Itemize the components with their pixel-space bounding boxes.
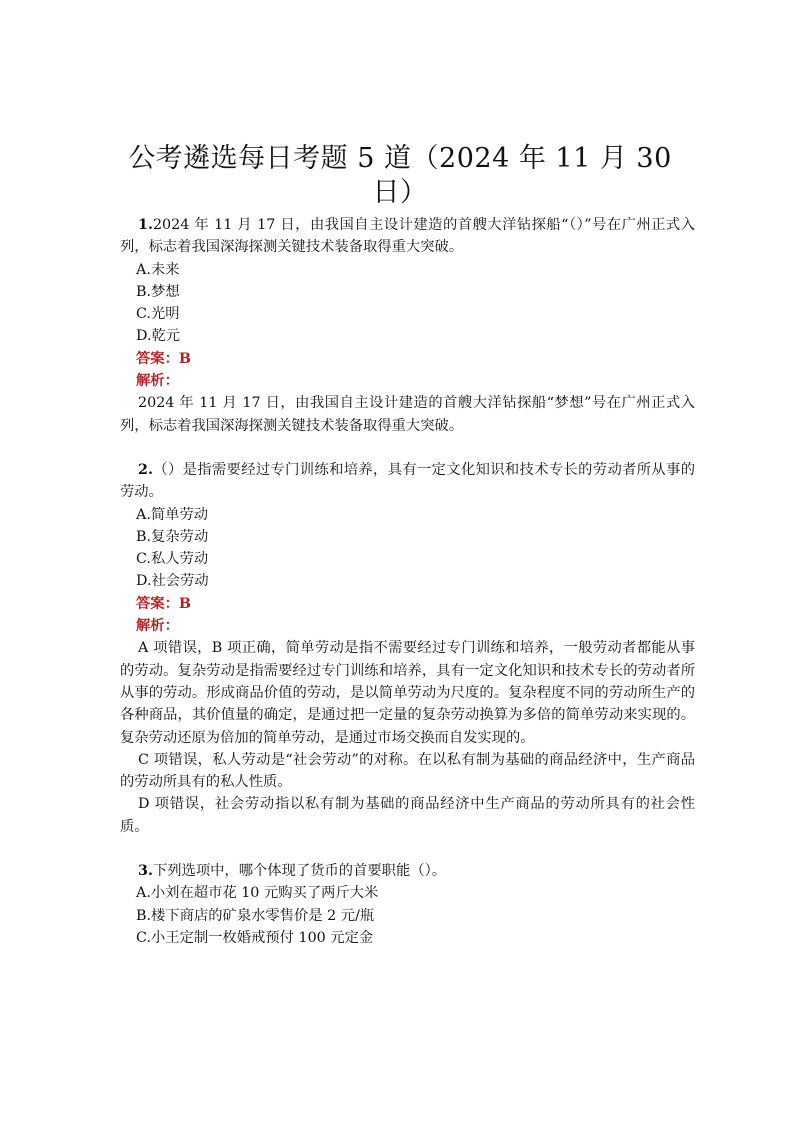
answer: 答案：B <box>136 595 191 612</box>
document-body <box>120 214 695 949</box>
option-b: B.楼下商店的矿泉水零售价是 2 元/瓶 <box>136 907 375 924</box>
option-a: A.简单劳动 <box>136 506 209 523</box>
analysis-paragraph: C 项错误，私人劳动是“社会劳动”的对称。在以私有制为基础的商品经济中，生产商品的劳动所具有的私人性质。 <box>120 751 695 791</box>
question-number: 1. <box>138 217 153 233</box>
question-stem <box>120 459 695 504</box>
option-b: B.复杂劳动 <box>136 528 209 545</box>
question-1 <box>120 214 695 437</box>
question-text: 下列选项中，哪个体现了货币的首要职能（）。 <box>152 863 447 880</box>
question-stem <box>120 860 695 882</box>
option-a: A.小刘在超市花 10 元购买了两斤大米 <box>136 885 379 902</box>
answer: 答案：B <box>136 350 191 367</box>
analysis-label: 解析： <box>136 373 179 390</box>
question-number: 3. <box>138 863 153 880</box>
analysis-paragraph: A 项错误，B 项正确，简单劳动是指不需要经过专门训练和培养，一般劳动者都能从事的劳动。复杂劳动是指需要经过专门训练和培养，具有一定文化知识和技术专长的劳动者所从事的劳动。形成商品价值的劳动，是以简单劳动为尺度的。复杂程度不同的劳动所生产的各种商品，其价值量的确定，是通过把一定量的复杂劳动换算为多倍的简单劳动来实现的。复杂劳动还原为倍加的简单劳动，是通过市场交换而自发实现的。 <box>120 640 695 746</box>
option-c: C.私人劳动 <box>136 551 209 568</box>
option-b: B.梦想 <box>136 283 180 300</box>
option-d: D.乾元 <box>136 328 181 345</box>
question-3 <box>120 860 695 949</box>
question-text: （）是指需要经过专门训练和培养，具有一定文化知识和技术专长的劳动者所从事的劳动。 <box>120 461 695 501</box>
option-a: A.未来 <box>136 261 180 278</box>
question-text: 2024 年 11 月 17 日，由我国自主设计建造的首艘大洋钻探船“（）”号在广州正式入列，标志着我国深海探测关键技术装备取得重大突破。 <box>120 217 695 256</box>
analysis-label: 解析： <box>136 618 179 635</box>
option-d: D.社会劳动 <box>136 573 209 590</box>
analysis-paragraph: D 项错误，社会劳动指以私有制为基础的商品经济中生产商品的劳动所具有的社会性质。 <box>120 796 695 835</box>
analysis-paragraph: 2024 年 11 月 17 日，由我国自主设计建造的首艘大洋钻探船“梦想”号在广州正式入列，标志着我国深海探测关键技术装备取得重大突破。 <box>120 395 695 434</box>
question-2 <box>120 459 695 838</box>
option-c: C.光明 <box>136 306 180 323</box>
page-title: 公考遴选每日考题 5 道（2024 年 11 月 30 日） <box>128 143 672 208</box>
question-number: 2. <box>138 461 153 478</box>
option-c: C.小王定制一枚婚戒预付 100 元定金 <box>136 929 374 946</box>
question-stem <box>120 214 695 259</box>
